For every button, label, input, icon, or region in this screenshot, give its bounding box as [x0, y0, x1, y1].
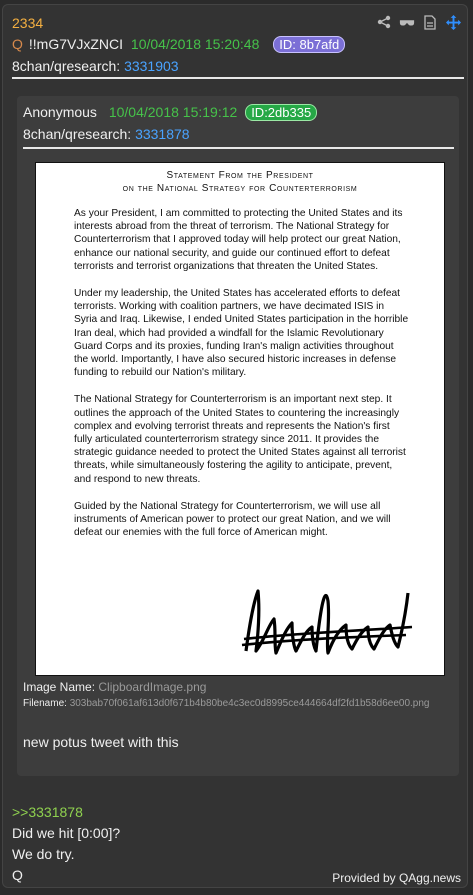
- post-id-badge[interactable]: ID: 8b7afd: [273, 36, 345, 53]
- reply-link[interactable]: >>3331878: [12, 804, 83, 820]
- glasses-icon[interactable]: [399, 14, 415, 30]
- filename-label: Filename:: [23, 698, 67, 709]
- quoted-post: [17, 96, 459, 776]
- quoted-board-link[interactable]: 3331878: [135, 126, 190, 142]
- quoted-id-badge[interactable]: ID:2db335: [245, 104, 317, 121]
- quoted-name: Anonymous: [23, 104, 97, 120]
- image-name-line: [23, 680, 206, 694]
- post-date: 10/04/2018 15:20:48: [130, 36, 260, 52]
- quoted-text: new potus tweet with this: [23, 734, 179, 750]
- document-icon[interactable]: [422, 14, 438, 30]
- provided-by: Provided by QAgg.news: [332, 871, 461, 885]
- board-label: 8chan/qresearch:: [12, 58, 121, 74]
- statement-title-line1: Statement From the President: [166, 170, 314, 181]
- statement-paragraph: Under my leadership, the United States has accelerated efforts to defeat terrorists. Working with coalition partners, we have decimated ISIS in Syria and Iraq. Likewise, I ended United States participation in the horrible Iran deal, which had provided a windfall for the Islamic Revolutionary Guard Corps and its proxies, funding Iran's malign activities throughout the world. Importantly, I have also secured historic increases in defense funding to rebuild our Nation's military.: [74, 288, 409, 379]
- attached-image[interactable]: [35, 162, 445, 676]
- share-icon[interactable]: [376, 14, 392, 30]
- header-divider: [12, 77, 464, 79]
- q-post: [2, 4, 468, 888]
- statement-paragraph: Guided by the National Strategy for Counterterrorism, we will use all instruments of American power to protect our great Nation, and we will defeat our enemies with the full force of American might.: [74, 500, 391, 539]
- post-board-ref: [12, 58, 179, 74]
- statement-body: [74, 207, 410, 553]
- statement-paragraph: The National Strategy for Counterterrorism is an important next step. It outlines the approach of the United States to countering the increasingly complex and evolving terrorist threats and represents the Nation's first fully articulated counterterrorism strategy since 2011. It provides the strategic guidance needed to protect the United States against all terrorist threats, while simultaneously fostering the agility to anticipate, prevent, and respond to new threats.: [74, 394, 406, 485]
- move-icon[interactable]: [445, 14, 461, 30]
- image-name-value[interactable]: ClipboardImage.png: [98, 680, 207, 694]
- post-actions: [376, 14, 461, 30]
- quoted-divider: [23, 147, 454, 149]
- post-signature: Q: [12, 867, 23, 883]
- quoted-date: 10/04/2018 15:19:12: [108, 104, 238, 120]
- post-line: We do try.: [12, 846, 75, 862]
- image-name-label: Image Name:: [23, 680, 96, 694]
- quoted-board-label: 8chan/qresearch:: [23, 126, 132, 142]
- quoted-header: [23, 104, 317, 121]
- quoted-board-ref: [23, 126, 190, 142]
- post-line: Did we hit [0:00]?: [12, 825, 121, 841]
- statement-title-line2: on the National Strategy for Counterterrorism: [122, 183, 358, 194]
- tripcode: !!mG7VJxZNCI: [28, 36, 124, 52]
- statement-paragraph: As your President, I am committed to protecting the United States and its interests abroad from the threat of terrorism. The National Strategy for Counterterrorism that I approved today will help protect our great Nation, enhance our national security, and guide our continued effort to defeat terrorists and terrorist organizations that threaten the United States.: [74, 208, 403, 272]
- filename-line: [23, 698, 430, 709]
- post-header: [12, 36, 345, 53]
- board-link[interactable]: 3331903: [124, 58, 179, 74]
- post-number: 2334: [12, 15, 44, 31]
- signature-image: [236, 581, 416, 661]
- q-label: Q: [12, 36, 23, 52]
- statement-title: [36, 169, 444, 195]
- filename-value[interactable]: 303bab70f061af613d0f671b4b80be4c3ec0d8995ce444664df2fd1b58d6ee00.png: [69, 698, 430, 709]
